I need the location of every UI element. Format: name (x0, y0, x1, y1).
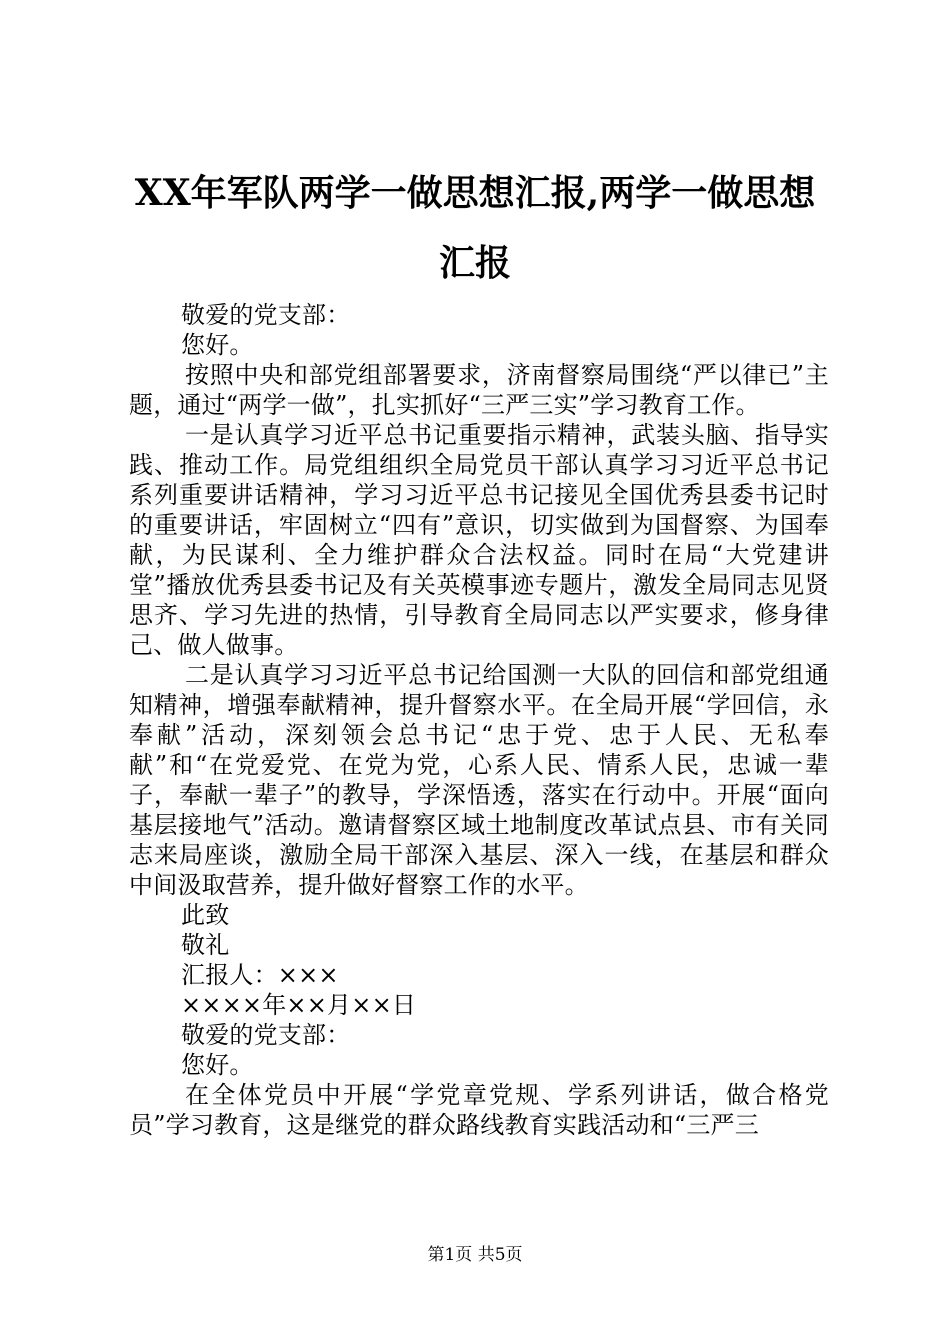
greeting: 您好。 (181, 1051, 254, 1079)
salutation: 敬爱的党支部： (181, 1021, 351, 1049)
greeting: 您好。 (181, 331, 254, 359)
salutation: 敬爱的党支部： (181, 301, 351, 329)
date-line: ××××年××月××日 (181, 991, 417, 1019)
closing-line: 此致 (181, 901, 230, 929)
body-paragraph: 按照中央和部党组部署要求，济南督察局围绕“严以律已”主题，通过“两学一做”，扎实抓好“三严三实”学习教育工作。 (129, 361, 829, 419)
document-body (129, 300, 829, 1140)
body-paragraph: 一是认真学习近平总书记重要指示精神，武装头脑、指导实践、推动工作。局党组组织全局党员干部认真学习习近平总书记系列重要讲话精神，学习习近平总书记接见全国优秀县委书记时的重要讲话，牢固树立“四有”意识，切实做到为国督察、为国奉献，为民谋利、全力维护群众合法权益。同时在局“大党建讲堂”播放优秀县委书记及有关英模事迹专题片，激发全局同志见贤思齐、学习先进的热情，引导教育全局同志以严实要求，修身律己、做人做事。 (129, 421, 829, 659)
document-title: XX年军队两学一做思想汇报,两学一做思想汇报 (134, 172, 816, 284)
body-paragraph: 在全体党员中开展“学党章党规、学系列讲话，做合格党员”学习教育，这是继党的群众路线教育实践活动和“三严三 (129, 1081, 829, 1139)
page-footer: 第1页 共5页 (427, 1245, 523, 1265)
closing-salute: 敬礼 (181, 931, 230, 959)
body-paragraph: 二是认真学习习近平总书记给国测一大队的回信和部党组通知精神，增强奉献精神，提升督察水平。在全局开展“学回信，永奉献”活动，深刻领会总书记“忠于党、忠于人民、无私奉献”和“在党爱党、在党为党，心系人民、情系人民，忠诚一辈子，奉献一辈子”的教导，学深悟透，落实在行动中。开展“面向基层接地气”活动。邀请督察区域土地制度改革试点县、市有关同志来局座谈，激励全局干部深入基层、深入一线，在基层和群众中间汲取营养，提升做好督察工作的水平。 (129, 661, 829, 899)
reporter-line: 汇报人：××× (181, 961, 339, 989)
